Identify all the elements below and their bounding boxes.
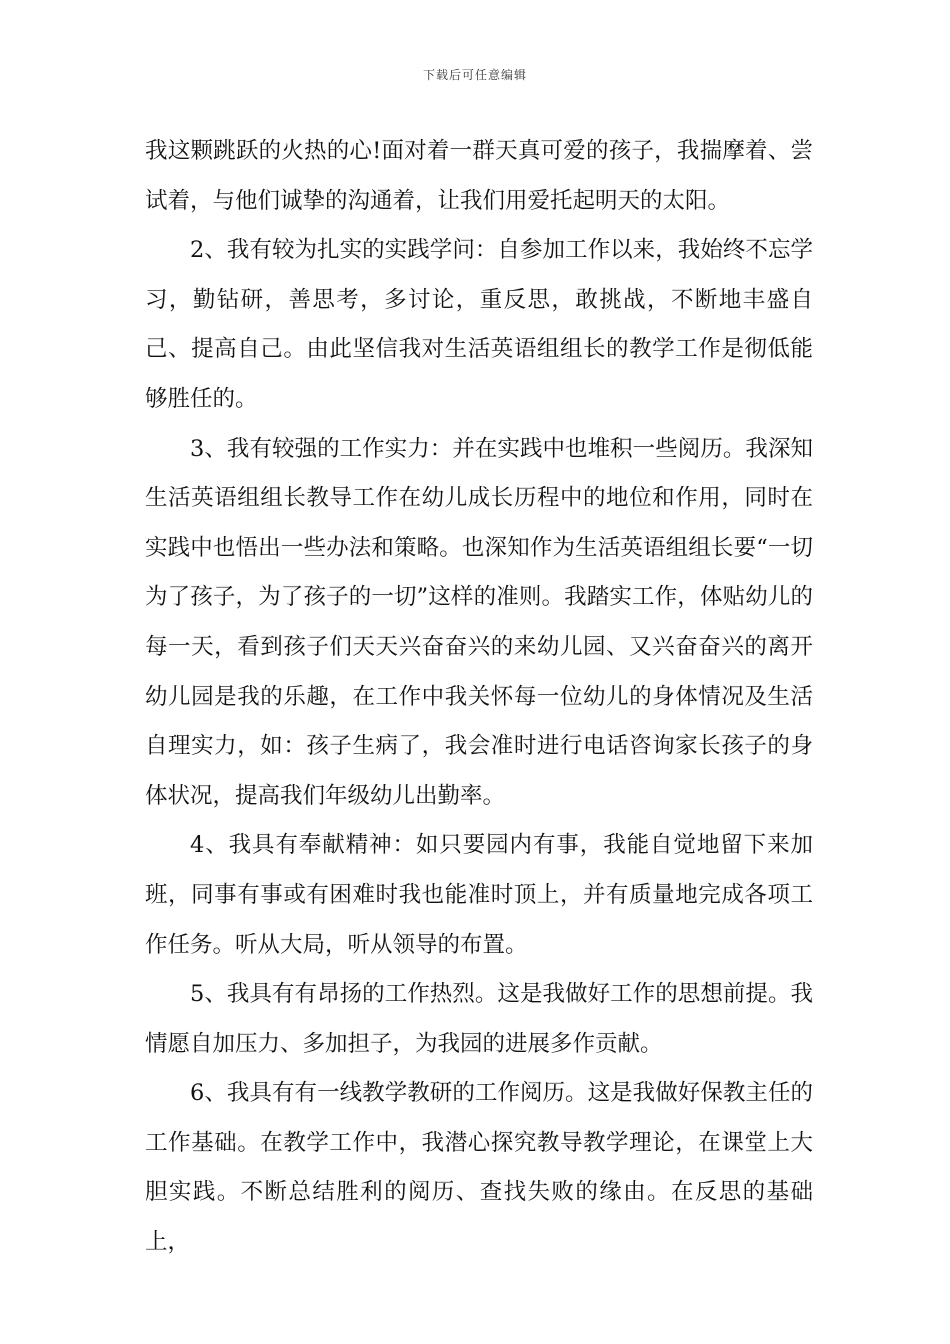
paragraph-point-2: 2、我有较为扎实的实践学问：自参加工作以来，我始终不忘学习，勤钻研，善思考，多讨论，重反思，敢挑战，不断地丰盛自己、提高自己。由此坚信我对生活英语组组长的教学工作是彻低能够胜任的。 — [145, 237, 813, 412]
document-body — [145, 127, 813, 1268]
paragraph-point-4: 4、我具有奉献精神：如只要园内有事，我能自觉地留下来加班，同事有事或有困难时我也能准时顶上，并有质量地完成各项工作任务。听从大局，听从领导的布置。 — [145, 832, 813, 958]
paragraph-continued: 我这颗跳跃的火热的心!面对着一群天真可爱的孩子，我揣摩着、尝试着，与他们诚挚的沟通着，让我们用爱托起明天的太阳。 — [145, 138, 813, 214]
page-header: 下载后可任意编辑 — [422, 68, 527, 82]
paragraph-point-3: 3、我有较强的工作实力：并在实践中也堆积一些阅历。我深知生活英语组组长教导工作在幼儿成长历程中的地位和作用，同时在实践中也悟出一些办法和策略。也深知作为生活英语组组长要“一切为了孩子，为了孩子的一切”这样的准则。我踏实工作，体贴幼儿的每一天，看到孩子们天天兴奋奋兴的来幼儿园、又兴奋奋兴的离开幼儿园是我的乐趣，在工作中我关怀每一位幼儿的身体情况及生活自理实力，如：孩子生病了，我会准时进行电话咨询家长孩子的身体状况，提高我们年级幼儿出勤率。 — [145, 435, 813, 809]
paragraph-point-5: 5、我具有有昂扬的工作热烈。这是我做好工作的思想前提。我情愿自加压力、多加担子，为我园的进展多作贡献。 — [145, 981, 813, 1057]
paragraph-point-6: 6、我具有有一线教学教研的工作阅历。这是我做好保教主任的工作基础。在教学工作中，我潜心探究教导教学理论，在课堂上大胆实践。不断总结胜利的阅历、查找失败的缘由。在反思的基础上， — [145, 1080, 813, 1256]
